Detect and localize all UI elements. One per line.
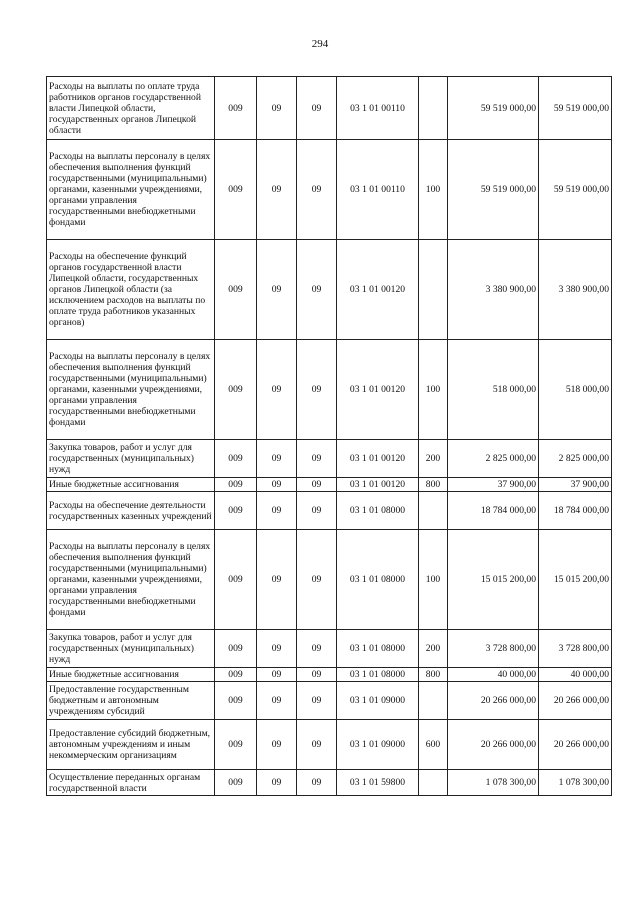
expense-type-code: 100: [419, 530, 448, 630]
amount-2: 40 000,00: [539, 668, 612, 682]
amount-1: 3 728 800,00: [448, 630, 539, 668]
table-row: [47, 492, 612, 530]
table-row: [47, 770, 612, 796]
target-article-code: 03 1 01 08000: [337, 492, 419, 530]
subsection-code: 09: [297, 340, 337, 440]
expense-type-code: 600: [419, 720, 448, 770]
row-name: Осуществление переданных органам государственной власти: [47, 770, 215, 796]
budget-table: [46, 76, 612, 796]
expense-type-code: 200: [419, 630, 448, 668]
row-name: Расходы на выплаты персоналу в целях обеспечения выполнения функций государственными (муниципальными) органами, казенными учреждениями, органами управления государственными внебюджетными фондами: [47, 140, 215, 240]
ministry-code: 009: [215, 682, 257, 720]
section-code: 09: [257, 340, 297, 440]
subsection-code: 09: [297, 668, 337, 682]
row-name: Закупка товаров, работ и услуг для государственных (муниципальных) нужд: [47, 440, 215, 478]
ministry-code: 009: [215, 140, 257, 240]
section-code: 09: [257, 478, 297, 492]
expense-type-code: [419, 492, 448, 530]
section-code: 09: [257, 140, 297, 240]
amount-2: 59 519 000,00: [539, 77, 612, 140]
row-name: Расходы на выплаты персоналу в целях обеспечения выполнения функций государственными (муниципальными) органами, казенными учреждениями, органами управления государственными внебюджетными фондами: [47, 340, 215, 440]
row-name: Закупка товаров, работ и услуг для государственных (муниципальных) нужд: [47, 630, 215, 668]
ministry-code: 009: [215, 668, 257, 682]
amount-1: 59 519 000,00: [448, 140, 539, 240]
amount-2: 18 784 000,00: [539, 492, 612, 530]
amount-1: 3 380 900,00: [448, 240, 539, 340]
amount-1: 15 015 200,00: [448, 530, 539, 630]
amount-2: 518 000,00: [539, 340, 612, 440]
target-article-code: 03 1 01 09000: [337, 720, 419, 770]
section-code: 09: [257, 630, 297, 668]
section-code: 09: [257, 492, 297, 530]
table-row: [47, 340, 612, 440]
amount-1: 2 825 000,00: [448, 440, 539, 478]
subsection-code: 09: [297, 478, 337, 492]
amount-1: 20 266 000,00: [448, 720, 539, 770]
target-article-code: 03 1 01 00110: [337, 140, 419, 240]
table-row: [47, 682, 612, 720]
target-article-code: 03 1 01 09000: [337, 682, 419, 720]
amount-2: 3 728 800,00: [539, 630, 612, 668]
subsection-code: 09: [297, 682, 337, 720]
subsection-code: 09: [297, 770, 337, 796]
ministry-code: 009: [215, 440, 257, 478]
ministry-code: 009: [215, 492, 257, 530]
row-name: Предоставление государственным бюджетным и автономным учреждениям субсидий: [47, 682, 215, 720]
target-article-code: 03 1 01 00120: [337, 478, 419, 492]
section-code: 09: [257, 440, 297, 478]
section-code: 09: [257, 770, 297, 796]
target-article-code: 03 1 01 00120: [337, 440, 419, 478]
table-row: [47, 668, 612, 682]
amount-2: 37 900,00: [539, 478, 612, 492]
table-row: [47, 530, 612, 630]
table-row: [47, 478, 612, 492]
expense-type-code: 800: [419, 668, 448, 682]
expense-type-code: [419, 240, 448, 340]
section-code: 09: [257, 530, 297, 630]
subsection-code: 09: [297, 530, 337, 630]
amount-1: 20 266 000,00: [448, 682, 539, 720]
target-article-code: 03 1 01 08000: [337, 630, 419, 668]
section-code: 09: [257, 682, 297, 720]
table-row: [47, 77, 612, 140]
row-name: Расходы на обеспечение деятельности государственных казенных учреждений: [47, 492, 215, 530]
ministry-code: 009: [215, 77, 257, 140]
row-name: Расходы на выплаты персоналу в целях обеспечения выполнения функций государственными (муниципальными) органами, казенными учреждениями, органами управления государственными внебюджетными фондами: [47, 530, 215, 630]
ministry-code: 009: [215, 240, 257, 340]
subsection-code: 09: [297, 140, 337, 240]
expense-type-code: 200: [419, 440, 448, 478]
ministry-code: 009: [215, 340, 257, 440]
subsection-code: 09: [297, 240, 337, 340]
row-name: Иные бюджетные ассигнования: [47, 478, 215, 492]
amount-2: 3 380 900,00: [539, 240, 612, 340]
target-article-code: 03 1 01 00120: [337, 340, 419, 440]
expense-type-code: [419, 77, 448, 140]
expense-type-code: [419, 682, 448, 720]
amount-1: 1 078 300,00: [448, 770, 539, 796]
amount-2: 15 015 200,00: [539, 530, 612, 630]
row-name: Иные бюджетные ассигнования: [47, 668, 215, 682]
expense-type-code: 100: [419, 340, 448, 440]
amount-2: 2 825 000,00: [539, 440, 612, 478]
amount-1: 18 784 000,00: [448, 492, 539, 530]
budget-table-body: [47, 77, 612, 796]
amount-1: 59 519 000,00: [448, 77, 539, 140]
amount-2: 20 266 000,00: [539, 720, 612, 770]
subsection-code: 09: [297, 720, 337, 770]
amount-2: 20 266 000,00: [539, 682, 612, 720]
target-article-code: 03 1 01 00120: [337, 240, 419, 340]
expense-type-code: 800: [419, 478, 448, 492]
table-row: [47, 440, 612, 478]
amount-1: 40 000,00: [448, 668, 539, 682]
subsection-code: 09: [297, 440, 337, 478]
subsection-code: 09: [297, 630, 337, 668]
ministry-code: 009: [215, 720, 257, 770]
amount-2: 59 519 000,00: [539, 140, 612, 240]
amount-1: 37 900,00: [448, 478, 539, 492]
amount-1: 518 000,00: [448, 340, 539, 440]
row-name: Расходы на выплаты по оплате труда работников органов государственной власти Липецкой области, государственных органов Липецкой области: [47, 77, 215, 140]
table-row: [47, 140, 612, 240]
table-row: [47, 240, 612, 340]
target-article-code: 03 1 01 08000: [337, 530, 419, 630]
expense-type-code: [419, 770, 448, 796]
section-code: 09: [257, 668, 297, 682]
ministry-code: 009: [215, 770, 257, 796]
table-row: [47, 630, 612, 668]
expense-type-code: 100: [419, 140, 448, 240]
ministry-code: 009: [215, 530, 257, 630]
target-article-code: 03 1 01 59800: [337, 770, 419, 796]
page-number: 294: [311, 38, 329, 50]
subsection-code: 09: [297, 77, 337, 140]
target-article-code: 03 1 01 00110: [337, 77, 419, 140]
target-article-code: 03 1 01 08000: [337, 668, 419, 682]
ministry-code: 009: [215, 478, 257, 492]
row-name: Предоставление субсидий бюджетным, автономным учреждениям и иным некоммерческим организациям: [47, 720, 215, 770]
amount-2: 1 078 300,00: [539, 770, 612, 796]
section-code: 09: [257, 240, 297, 340]
table-row: [47, 720, 612, 770]
row-name: Расходы на обеспечение функций органов государственной власти Липецкой области, государственных органов Липецкой области (за исключением расходов на выплаты по оплате труда работников указанных органов): [47, 240, 215, 340]
section-code: 09: [257, 77, 297, 140]
section-code: 09: [257, 720, 297, 770]
subsection-code: 09: [297, 492, 337, 530]
ministry-code: 009: [215, 630, 257, 668]
